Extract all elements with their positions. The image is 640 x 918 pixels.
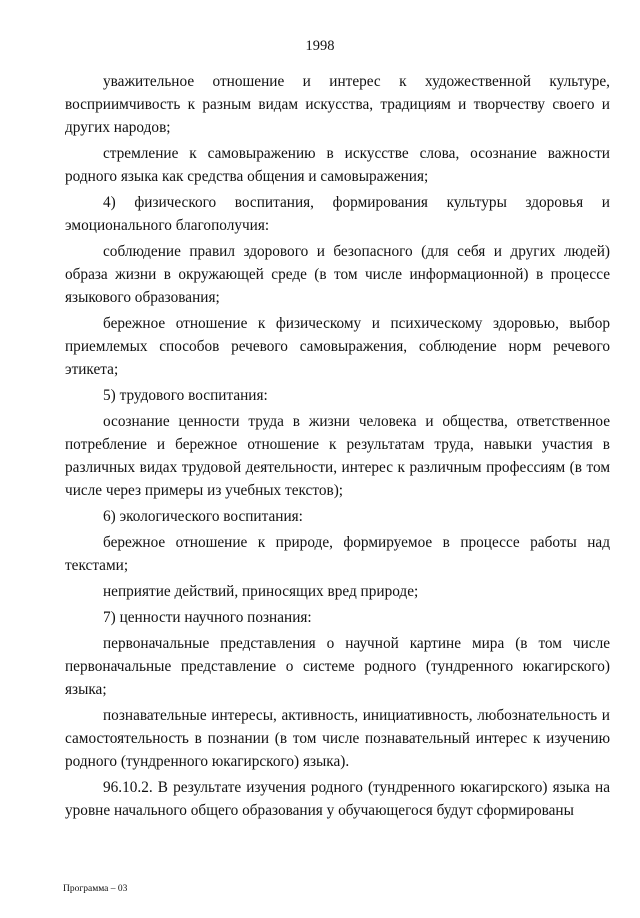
paragraph-nature-care: бережное отношение к природе, формируемое в процессе работы над текстами; xyxy=(65,534,610,574)
paragraph-self-expression: стремление к самовыражению в искусстве слова, осознание важности родного языка как средства общения и самовыражения; xyxy=(65,145,610,185)
page-footer: Программа – 03 xyxy=(63,884,128,894)
paragraph-labor-value: осознание ценности труда в жизни человека и общества, ответственное потребление и бережное отношение к результатам труда, навыки участия в различных видах трудовой деятельности, интерес к различным профессиям (в том числе через примеры из учебных текстов); xyxy=(65,413,610,499)
paragraph-section-96-10-2: 96.10.2. В результате изучения родного (тундренного юкагирского) языка на уровне начального общего образования у обучающегося будут сформированы xyxy=(65,779,610,819)
paragraph-aesthetic-respect: уважительное отношение и интерес к художественной культуре, восприимчивость к разным видам искусства, традициям и творчеству своего и других народов; xyxy=(65,73,610,136)
paragraph-world-picture: первоначальные представления о научной картине мира (в том числе первоначальные представление о системе родного (тундренного юкагирского) языка; xyxy=(65,635,610,698)
paragraph-cognitive-interests: познавательные интересы, активность, инициативность, любознательность и самостоятельность в познании (в том числе познавательный интерес к изучению родного (тундренного юкагирского) языка). xyxy=(65,707,610,770)
paragraph-healthy-lifestyle: соблюдение правил здорового и безопасного (для себя и других людей) образа жизни в окружающей среде (в том числе информационной) в процессе языкового образования; xyxy=(65,243,610,306)
heading-scientific-knowledge: 7) ценности научного познания: xyxy=(103,609,312,626)
document-body xyxy=(65,70,610,825)
heading-physical-education: 4) физического воспитания, формирования культуры здоровья и эмоционального благополучия: xyxy=(65,194,610,234)
heading-ecological-education: 6) экологического воспитания: xyxy=(103,508,303,525)
heading-labor-education: 5) трудового воспитания: xyxy=(103,387,268,404)
paragraph-nature-harm: неприятие действий, приносящих вред природе; xyxy=(103,583,419,600)
page-number: 1998 xyxy=(305,38,335,54)
paragraph-health-care: бережное отношение к физическому и психическому здоровью, выбор приемлемых способов речевого самовыражения, соблюдение норм речевого этикета; xyxy=(65,315,610,378)
